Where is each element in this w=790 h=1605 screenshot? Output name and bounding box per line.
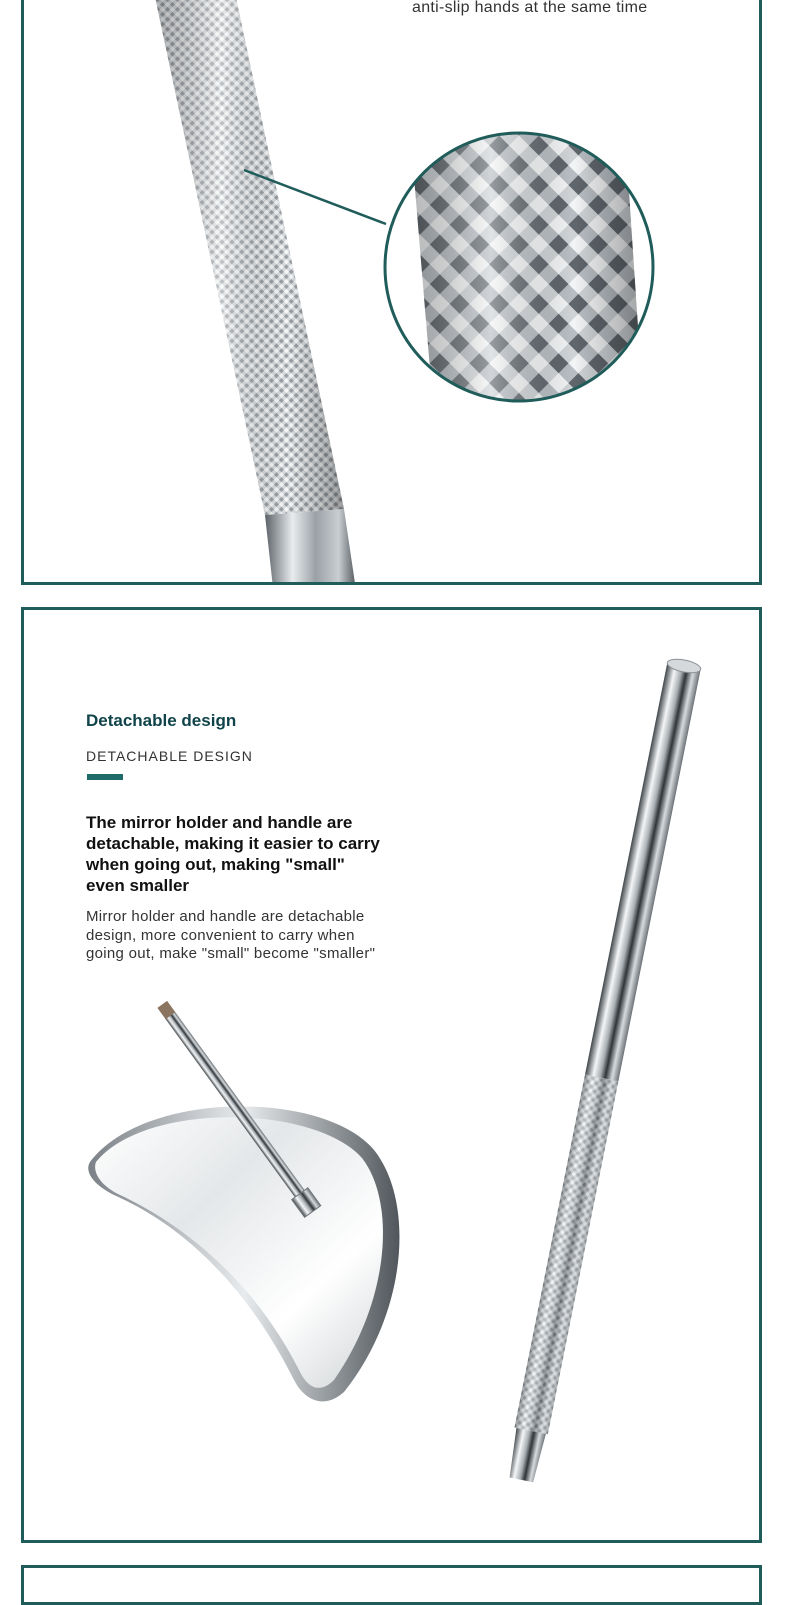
zoom-circle-image [385, 117, 653, 417]
next-panel-edge [21, 1565, 762, 1605]
knurl-detail-panel [21, 0, 762, 585]
handle-rod-image [505, 657, 702, 1483]
section-subtitle: DETACHABLE DESIGN [86, 748, 253, 764]
section-title: Detachable design [86, 711, 237, 730]
feature-description: Mirror holder and handle are detachable design, more convenient to carry when going out, make "small" become "smaller" [86, 908, 376, 962]
accent-bar [87, 774, 123, 780]
feature-headline: The mirror holder and handle are detachable, making it easier to carry when going out, making "small" even smaller [86, 813, 380, 895]
knurl-caption: anti-slip hands at the same time [412, 0, 648, 16]
mirror-head-image [88, 998, 399, 1401]
knurled-handle-image [24, 0, 762, 585]
detachable-panel [21, 607, 762, 1543]
